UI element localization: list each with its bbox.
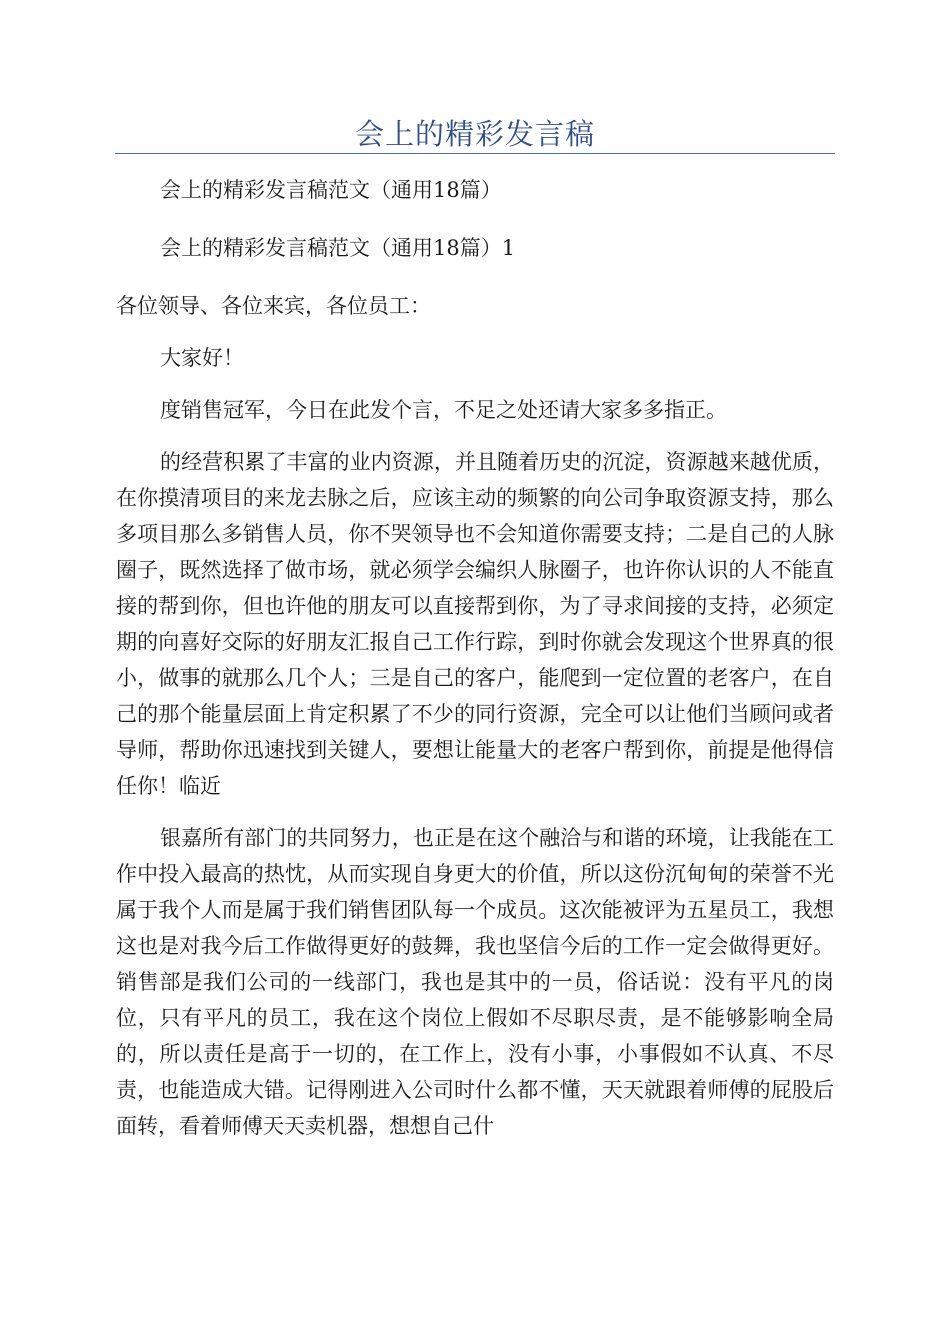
- salutation: 各位领导、各位来宾，各位员工：: [116, 294, 431, 318]
- subtitle-paragraph: 会上的精彩发言稿范文（通用18篇）: [160, 178, 502, 202]
- section-heading: 会上的精彩发言稿范文（通用18篇）1: [160, 236, 516, 260]
- body-paragraph: 的经营积累了丰富的业内资源，并且随着历史的沉淀，资源越来越优质，在你摸清项目的来龙去脉之后，应该主动的频繁的向公司争取资源支持，那么多项目那么多销售人员，你不哭领导也不会知道你需要支持；二是自己的人脉圈子，既然选择了做市场，就必须学会编织人脉圈子，也许你认识的人不能直接的帮到你，但也许他的朋友可以直接帮到你，为了寻求间接的支持，必须定期的向喜好交际的好朋友汇报自己工作行踪，到时你就会发现这个世界真的很小，做事的就那么几个人；三是自己的客户，能爬到一定位置的老客户，在自己的那个能量层面上肯定积累了不少的同行资源，完全可以让他们当顾问或者导师，帮助你迅速找到关键人，要想让能量大的老客户帮到你，前提是他得信任你！临近: [116, 450, 834, 798]
- body-paragraph: 度销售冠军，今日在此发个言，不足之处还请大家多多指正。: [160, 398, 727, 422]
- document-title: 会上的精彩发言稿: [354, 117, 595, 151]
- title-underline: [115, 153, 835, 154]
- body-paragraph: 银嘉所有部门的共同努力，也正是在这个融洽与和谐的环境，让我能在工作中投入最高的热忱，从而实现自身更大的价值，所以这份沉甸甸的荣誉不光属于我个人而是属于我们销售团队每一个成员。这次能被评为五星员工，我想这也是对我今后工作做得更好的鼓舞，我也坚信今后的工作一定会做得更好。销售部是我们公司的一线部门，我也是其中的一员，俗话说：没有平凡的岗位，只有平凡的员工，我在这个岗位上假如不尽职尽责，是不能够影响全局的，所以责任是高于一切的，在工作上，没有小事，小事假如不认真、不尽责，也能造成大错。记得刚进入公司时什么都不懂，天天就跟着师傅的屁股后面转，看着师傅天天卖机器，想想自己什: [116, 826, 834, 1138]
- document-body: [116, 172, 834, 1144]
- greeting: 大家好！: [160, 346, 244, 370]
